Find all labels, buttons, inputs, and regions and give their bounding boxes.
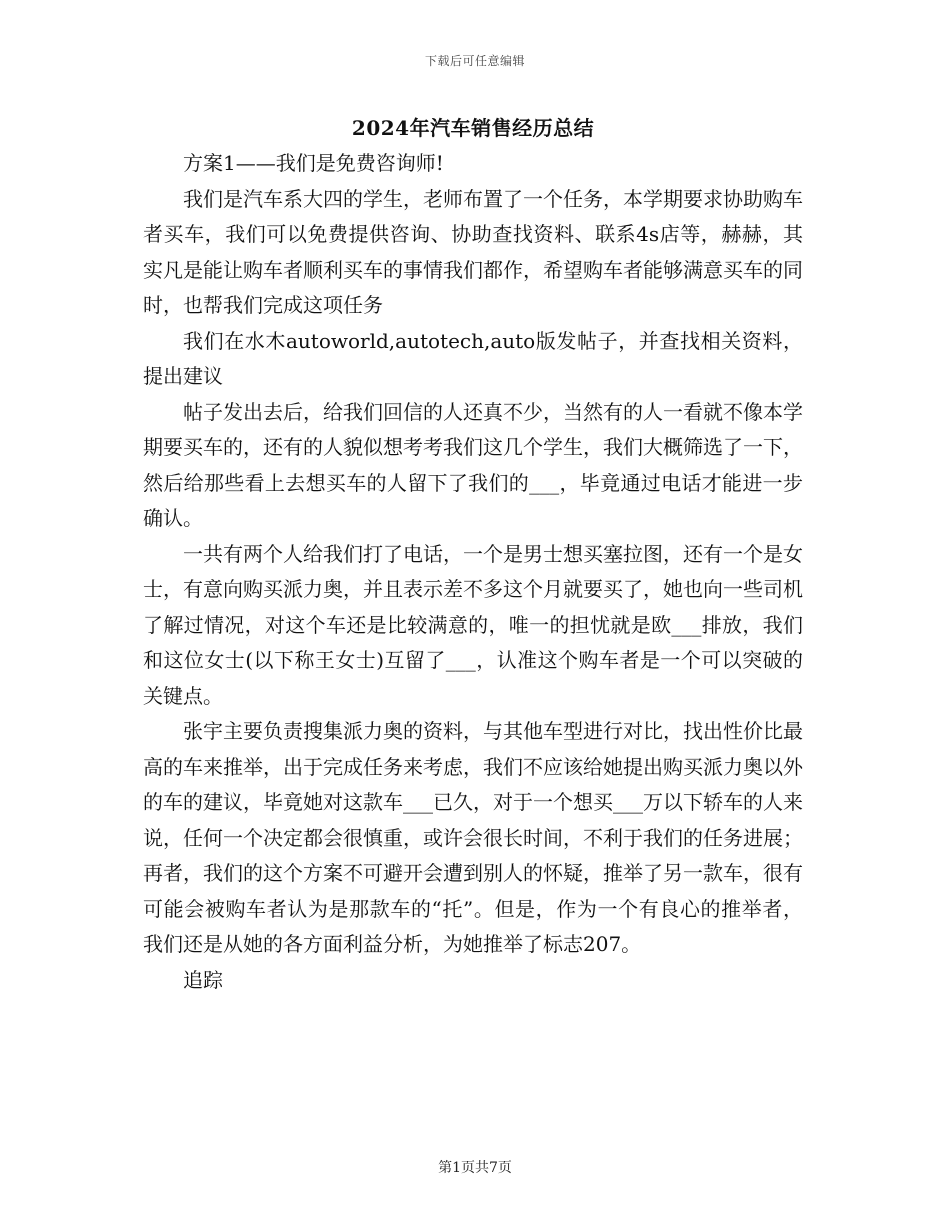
header-note: 下载后可任意编辑 xyxy=(424,54,525,68)
page-indicator: 第1页共7页 xyxy=(438,1160,512,1176)
paragraph-phone-calls: 一共有两个人给我们打了电话，一个是男士想买塞拉图，还有一个是女士，有意向购买派力奥，并且表示差不多这个月就要买了，她也向一些司机了解过情况，对这个车还是比较满意的，唯一的担忧就是欧___排放，我们和这位女士(以下称王女士)互留了___，认准这个购车者是一个可以突破的关键点。 xyxy=(143,541,803,708)
paragraph-plan-heading: 方案1——我们是免费咨询师! xyxy=(183,151,444,175)
paragraph-replies: 帖子发出去后，给我们回信的人还真不少，当然有的人一看就不像本学期要买车的，还有的人貌似想考考我们这几个学生，我们大概筛选了一下，然后给那些看上去想买车的人留下了我们的___，毕竟通过电话才能进一步确认。 xyxy=(143,399,803,530)
paragraph-follow-up: 追踪 xyxy=(183,967,223,992)
paragraph-research: 张宇主要负责搜集派力奥的资料，与其他车型进行对比，找出性价比最高的车来推举，出于完成任务来考虑，我们不应该给她提出购买派力奥以外的车的建议，毕竟她对这款车___已久，对于一个想买___万以下轿车的人来说，任何一个决定都会很慎重，或许会很长时间，不利于我们的任务进展；再者，我们的这个方案不可避开会遭到别人的怀疑，推举了另一款车，很有可能会被购车者认为是那款车的“托”。但是，作为一个有良心的推举者，我们还是从她的各方面利益分析，为她推举了标志207。 xyxy=(143,719,803,956)
paragraph-introduction: 我们是汽车系大四的学生，老师布置了一个任务，本学期要求协助购车者买车，我们可以免费提供咨询、协助查找资料、联系4s店等，赫赫，其实凡是能让购车者顺利买车的事情我们都作，希望购车者能够满意买车的同时，也帮我们完成这项任务 xyxy=(143,186,803,317)
paragraph-forum-post: 我们在水木autoworld,autotech,auto版发帖子，并查找相关资料，提出建议 xyxy=(143,328,803,388)
document-title: 2024年汽车销售经历总结 xyxy=(351,116,595,140)
document-body xyxy=(143,110,803,998)
